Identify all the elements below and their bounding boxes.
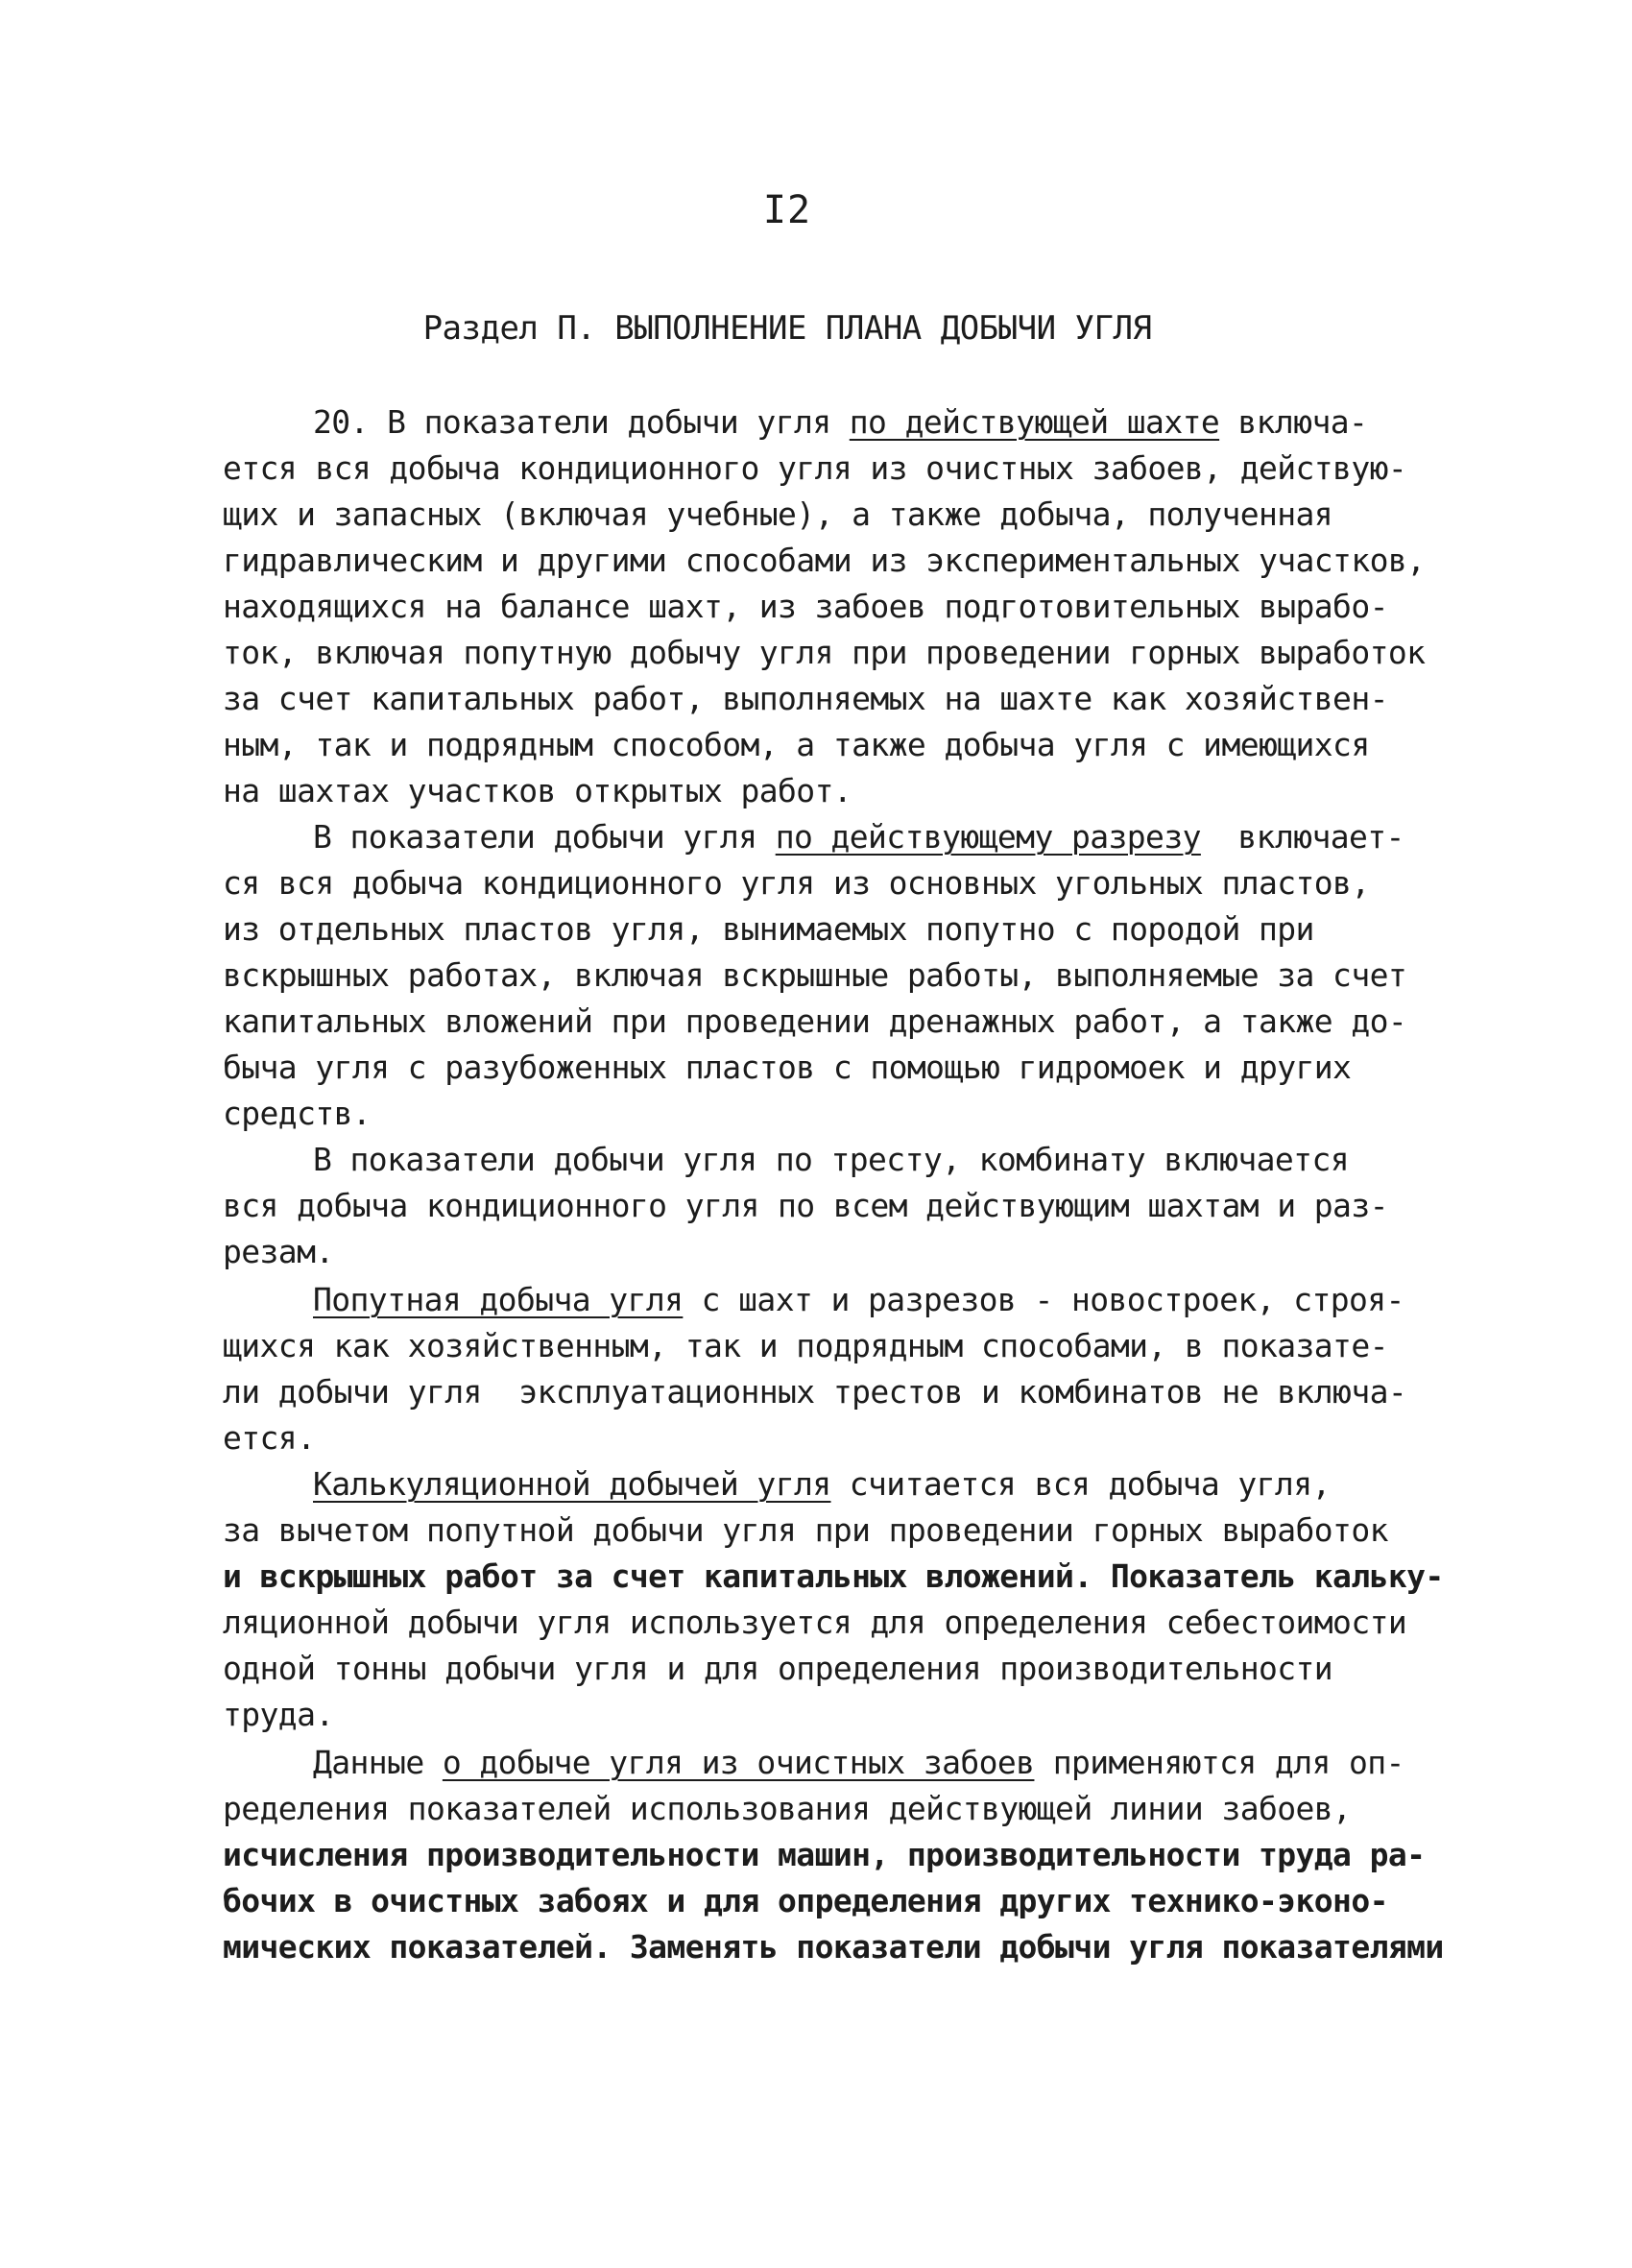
paragraph-1-line-3: щих и запасных (включая учебные), а также добыча, полученная: [223, 495, 1333, 533]
paragraph-2-line-6: быча угля с разубоженных пластов с помощью гидромоек и других: [223, 1049, 1352, 1086]
paragraph-6-line-1: [313, 1744, 1404, 1782]
paragraph-2-underlined-term: по действующему разрезу: [775, 818, 1201, 856]
paragraph-4-text: с шахт и разрезов - новостроек, строя-: [683, 1281, 1404, 1318]
paragraph-3-line-1: В показатели добычи угля по тресту, комбинату включается: [313, 1141, 1349, 1178]
paragraph-6-line-3: исчисления производительности машин, производительности труда ра-: [223, 1836, 1426, 1873]
paragraph-6-underlined-term: о добыче угля из очистных забоев: [442, 1744, 1035, 1781]
paragraph-5-text: считается вся добыча угля,: [830, 1465, 1331, 1503]
paragraph-4-underlined-term: Попутная добыча угля: [313, 1281, 684, 1318]
paragraph-6-line-2: ределения показателей использования действующей линии забоев,: [223, 1790, 1352, 1827]
paragraph-3-line-3: резам.: [223, 1233, 334, 1270]
section-heading: Раздел П. ВЫПОЛНЕНИЕ ПЛАНА ДОБЫЧИ УГЛЯ: [422, 309, 1152, 348]
paragraph-2-line-1: [313, 818, 1404, 857]
paragraph-5-line-3: и вскрышных работ за счет капитальных вложений. Показатель кальку-: [223, 1557, 1444, 1595]
paragraph-1-line-8: ным, так и подрядным способом, а также добыча угля с имеющихся: [223, 726, 1370, 763]
paragraph-1-line-7: за счет капитальных работ, выполняемых на шахте как хозяйствен-: [223, 680, 1388, 717]
paragraph-3-line-2: вся добыча кондиционного угля по всем действующим шахтам и раз-: [223, 1187, 1388, 1224]
paragraph-2-line-4: вскрышных работах, включая вскрышные работы, выполняемые за счет: [223, 956, 1407, 994]
paragraph-2-line-7: средств.: [223, 1095, 372, 1132]
paragraph-1-line-2: ется вся добыча кондиционного угля из очистных забоев, действую-: [223, 449, 1407, 487]
paragraph-1-text: включа-: [1219, 403, 1368, 441]
page-number: I2: [762, 188, 812, 232]
paragraph-4-line-3: ли добычи угля эксплуатационных трестов и комбинатов не включа-: [223, 1373, 1407, 1411]
paragraph-2-line-2: ся вся добыча кондиционного угля из основных угольных пластов,: [223, 864, 1370, 902]
paragraph-5-line-4: ляционной добычи угля используется для определения себестоимости: [223, 1604, 1407, 1641]
paragraph-1-text: 20. В показатели добычи угля: [313, 403, 850, 441]
paragraph-1-line-6: ток, включая попутную добычу угля при проведении горных выработок: [223, 634, 1426, 671]
paragraph-5-line-2: за вычетом попутной добычи угля при проведении горных выработок: [223, 1511, 1388, 1549]
paragraph-5-underlined-term: Калькуляционной добычей угля: [313, 1465, 831, 1503]
paragraph-4-line-4: ется.: [223, 1419, 316, 1457]
paragraph-2-text: В показатели добычи угля: [313, 818, 776, 856]
paragraph-5-line-5: одной тонны добычи угля и для определения производительности: [223, 1650, 1333, 1687]
paragraph-5-line-1: [313, 1465, 1331, 1504]
paragraph-6-text: Данные: [313, 1744, 443, 1781]
paragraph-1-underlined-term: по действующей шахте: [849, 403, 1220, 441]
paragraph-4-line-1: [313, 1281, 1404, 1319]
paragraph-1-line-4: гидравлическим и другими способами из экспериментальных участков,: [223, 542, 1426, 579]
paragraph-1-line-1: [313, 403, 1367, 442]
paragraph-2-text: включает-: [1200, 818, 1404, 856]
paragraph-2-line-3: из отдельных пластов угля, вынимаемых попутно с породой при: [223, 910, 1314, 948]
paragraph-6-text: применяются для оп-: [1034, 1744, 1404, 1781]
paragraph-1-line-9: на шахтах участков открытых работ.: [223, 772, 852, 809]
paragraph-1-line-5: находящихся на балансе шахт, из забоев подготовительных вырабо-: [223, 588, 1388, 625]
paragraph-6-line-4: бочих в очистных забоях и для определения других технико-эконо-: [223, 1882, 1388, 1919]
paragraph-5-line-6: труда.: [223, 1696, 334, 1733]
paragraph-6-line-5: мических показателей. Заменять показатели добычи угля показателями: [223, 1928, 1444, 1966]
paragraph-4-line-2: щихся как хозяйственным, так и подрядным способами, в показате-: [223, 1327, 1388, 1364]
paragraph-2-line-5: капитальных вложений при проведении дренажных работ, а также до-: [223, 1002, 1407, 1040]
